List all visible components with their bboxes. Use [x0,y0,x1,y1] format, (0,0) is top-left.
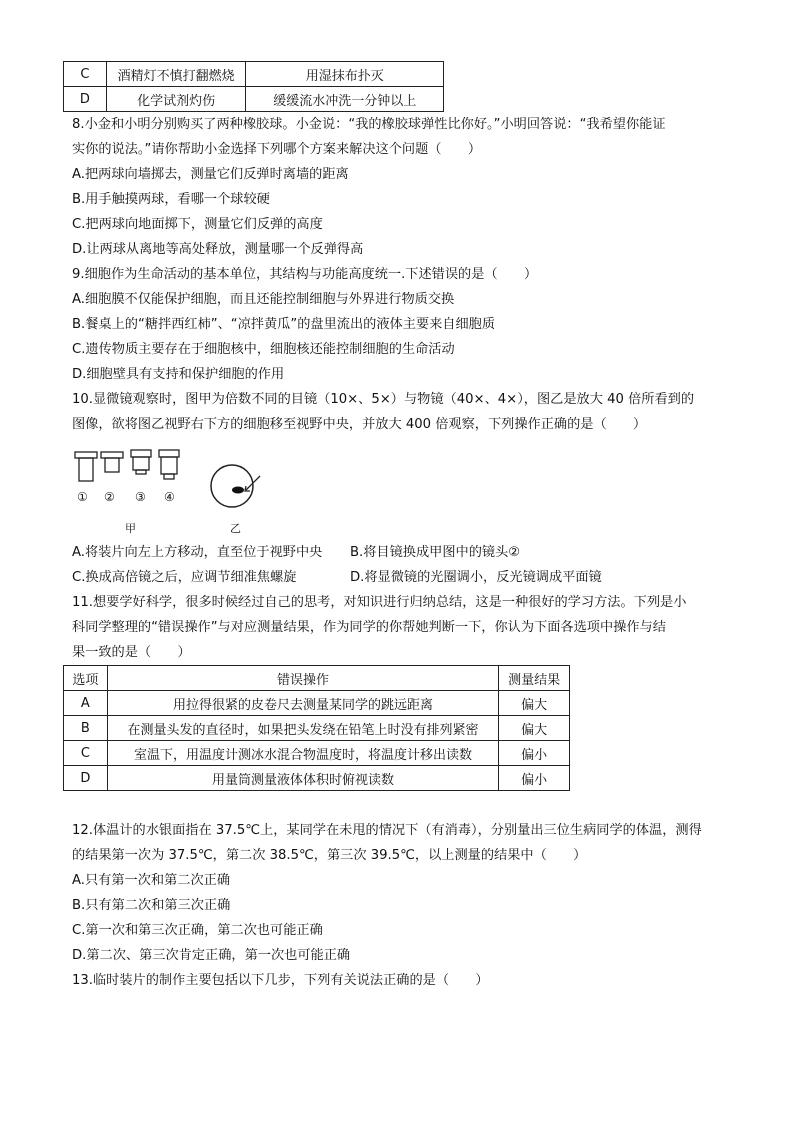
result-cell: 偏小 [499,766,570,791]
table-row [64,741,570,766]
accident-cell: 酒精灯不慎打翻燃烧 [106,62,246,87]
safety-table [63,61,444,112]
lens-label-1: ① [77,490,88,504]
q8-stem-line2: 实你的说法。”请你帮助小金选择下列哪个方案来解决这个问题（ ） [72,142,482,157]
option-cell: A [64,691,108,716]
q9-option-a: A.细胞膜不仅能保护细胞，而且还能控制细胞与外界进行物质交换 [72,292,455,307]
q10-stem-line1: 10.显微镜观察时，图甲为倍数不同的目镜（10×、5×）与物镜（40×、4×），图乙是放大 40 倍所看到的 [72,392,695,407]
q11-stem-line1: 11.想要学好科学，很多时候经过自己的思考，对知识进行归纳总结，这是一种很好的学习方法。下列是小 [72,595,687,610]
option-cell: B [64,716,108,741]
operation-cell: 在测量头发的直径时，如果把头发绕在铅笔上时没有排列紧密 [107,716,498,741]
q11-stem-line2: 科同学整理的“错误操作”与对应测量结果，作为同学的你帮她判断一下，你认为下面各选项中操作与结 [72,620,666,635]
q10-stem-line2: 图像，欲将图乙视野右下方的细胞移至视野中央，并放大 400 倍观察，下列操作正确的是（ ） [72,417,647,432]
operation-cell: 用量筒测量液体体积时俯视读数 [107,766,498,791]
method-cell: 缓缓流水冲洗一分钟以上 [246,87,444,112]
table-header-row [64,666,570,691]
header-option: 选项 [64,666,108,691]
q8-option-a: A.把两球向墙掷去，测量它们反弹时离墙的距离 [72,167,349,182]
table-row [64,766,570,791]
operation-cell: 用拉得很紧的皮卷尺去测量某同学的跳远距离 [107,691,498,716]
option-cell: C [64,741,108,766]
cell-icon [232,487,244,494]
result-cell: 偏大 [499,716,570,741]
q12-option-c: C.第一次和第三次正确，第二次也可能正确 [72,923,323,938]
q12-stem-line1: 12.体温计的水银面指在 37.5℃上，某同学在未甩的情况下（有消毒），分别量出三位生病同学的体温，测得 [72,823,702,838]
q10-option-b: B.将目镜换成甲图中的镜头② [350,545,521,560]
objective-lens-3-icon [131,450,151,474]
q9-option-b: B.餐桌上的“糖拌西红柿”、“凉拌黄瓜”的盘里流出的液体主要来自细胞质 [72,317,496,332]
method-cell: 用湿抹布扑灭 [246,62,444,87]
option-cell: D [64,766,108,791]
option-cell: D [64,87,107,112]
q11-stem-line3: 果一致的是（ ） [72,645,191,660]
option-cell: C [64,62,107,87]
q8-option-c: C.把两球向地面掷下，测量它们反弹的高度 [72,217,323,232]
error-operation-table [63,665,570,791]
eyepiece-lens-1-icon [75,452,97,481]
figure-label-jia: 甲 [125,522,136,535]
operation-cell: 室温下，用温度计测冰水混合物温度时，将温度计移出读数 [107,741,498,766]
q13-stem: 13.临时装片的制作主要包括以下几步，下列有关说法正确的是（ ） [72,973,489,988]
accident-cell: 化学试剂灼伤 [106,87,246,112]
result-cell: 偏大 [499,691,570,716]
q8-stem-line1: 8.小金和小明分别购买了两种橡胶球。小金说：“我的橡胶球弹性比你好。”小明回答说：“我希望你能证 [72,117,666,132]
q9-option-c: C.遗传物质主要存在于细胞核中，细胞核还能控制细胞的生命活动 [72,342,455,357]
q8-option-d: D.让两球从离地等高处释放，测量哪一个反弹得高 [72,242,364,257]
q12-option-d: D.第二次、第三次肯定正确，第一次也可能正确 [72,948,351,963]
result-cell: 偏小 [499,741,570,766]
lens-label-2: ② [104,490,115,504]
q10-option-a: A.将装片向左上方移动，直至位于视野中央 [72,545,323,560]
q12-option-b: B.只有第二次和第三次正确 [72,898,231,913]
table-row [64,87,444,112]
lens-label-4: ④ [164,490,175,504]
q9-stem: 9.细胞作为生命活动的基本单位，其结构与功能高度统一.下述错误的是（ ） [72,267,538,282]
lens-label-3: ③ [135,490,146,504]
table-row [64,62,444,87]
q10-option-c: C.换成高倍镜之后，应调节细准焦螺旋 [72,570,297,585]
q12-stem-line2: 的结果第一次为 37.5℃，第二次 38.5℃，第三次 39.5℃，以上测量的结果中（ ） [72,848,587,863]
table-row [64,716,570,741]
header-result: 测量结果 [499,666,570,691]
q8-option-b: B.用手触摸两球，看哪一个球较硬 [72,192,270,207]
objective-lens-4-icon [159,450,179,479]
q9-option-d: D.细胞壁具有支持和保护细胞的作用 [72,367,285,382]
table-row [64,691,570,716]
header-operation: 错误操作 [107,666,498,691]
field-of-view-figure [208,458,268,518]
q12-option-a: A.只有第一次和第二次正确 [72,873,231,888]
q10-option-d: D.将显微镜的光圈调小，反光镜调成平面镜 [350,570,602,585]
eyepiece-lens-2-icon [101,452,123,472]
figure-label-yi: 乙 [230,522,241,535]
